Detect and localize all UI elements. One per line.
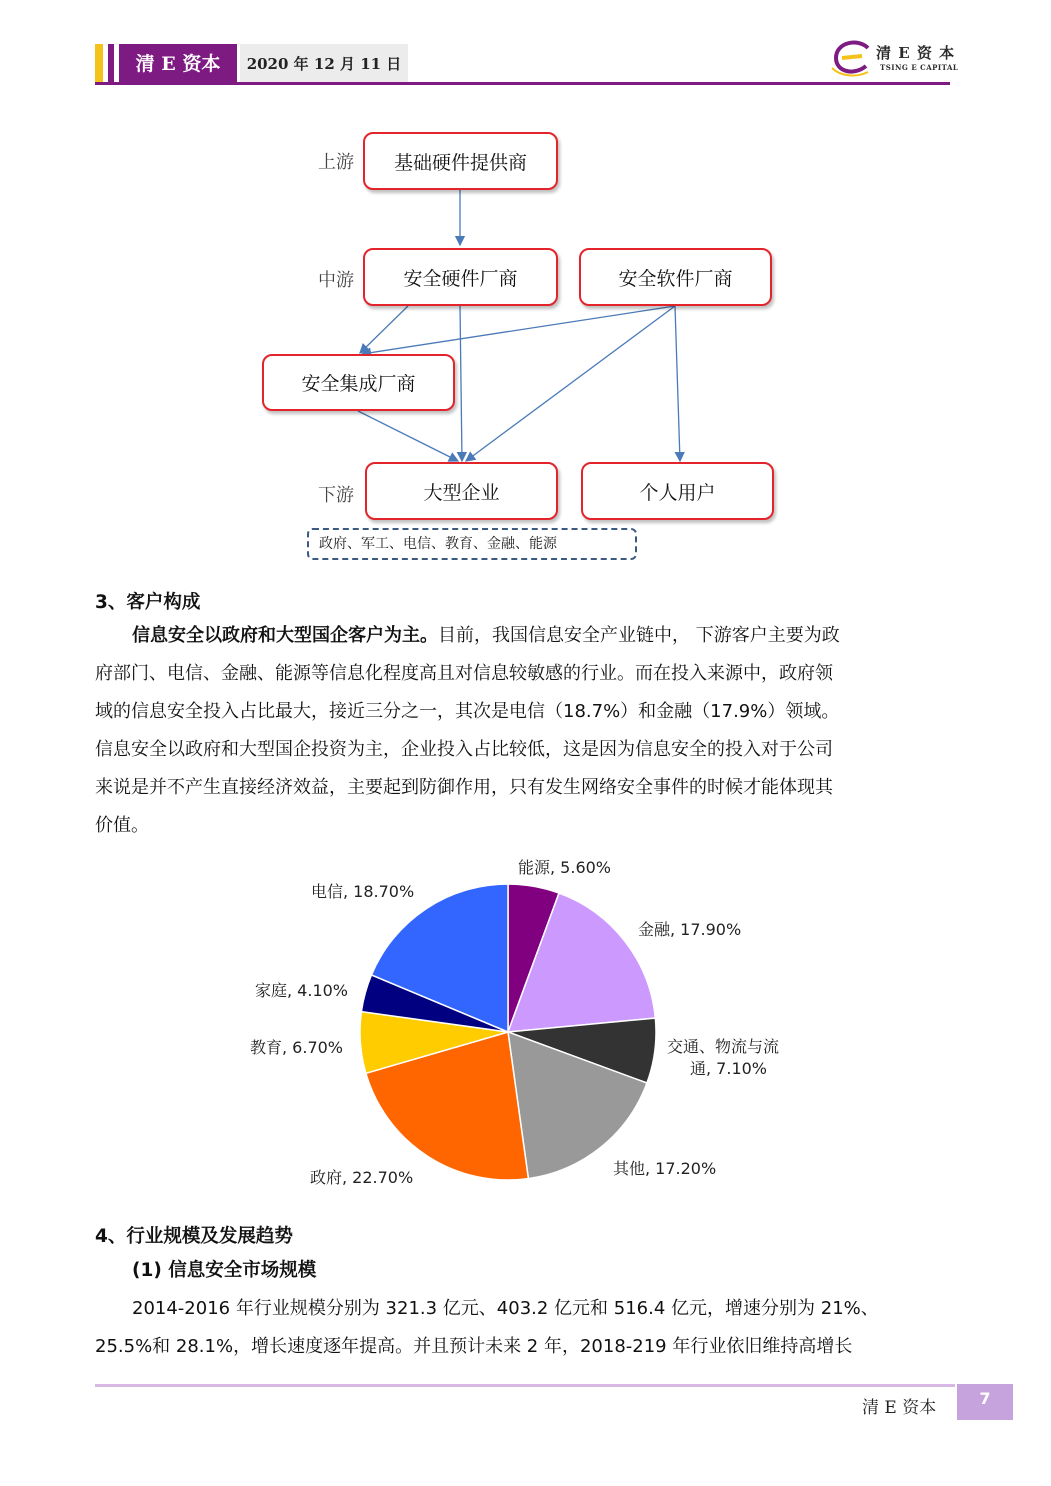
body-line: 25.5%和 28.1%，增长速度逐年提高。并且预计未来 2 年，2018-219 年行业依旧维持高增长 [95, 1336, 853, 1357]
node-hardware-base: 基础硬件提供商 [363, 132, 558, 190]
section-heading: 4、行业规模及发展趋势 [95, 1226, 293, 1247]
section-heading: 3、客户构成 [95, 592, 201, 613]
lead-sentence: 信息安全以政府和大型国企客户为主。 [132, 625, 438, 646]
node-individual-user: 个人用户 [581, 462, 774, 520]
pie-label: 能源, 5.60% [518, 858, 612, 877]
node-security-integration: 安全集成厂商 [262, 354, 455, 411]
logo-text-cn: 清 E 资 本 [876, 44, 956, 62]
pie-label: 家庭, 4.10% [255, 981, 349, 1000]
page-number: 7 [957, 1384, 1013, 1420]
body-line: 域的信息安全投入占比最大，接近三分之一，其次是电信（18.7%）和金融（17.9%）领域。 [95, 701, 840, 722]
body-line: 价值。 [95, 815, 149, 836]
tier-label-downstream: 下游 [318, 485, 354, 506]
pie-label: 通, 7.10% [690, 1059, 768, 1078]
body-line: 府部门、电信、金融、能源等信息化程度高且对信息较敏感的行业。而在投入来源中，政府领 [95, 663, 833, 684]
pie-label: 教育, 6.70% [250, 1038, 344, 1057]
tier-label-midstream: 中游 [318, 270, 354, 291]
footer-brand: 清 E 资本 [862, 1398, 937, 1418]
body-line: 来说是并不产生直接经济效益，主要起到防御作用，只有发生网络安全事件的时候才能体现其 [95, 777, 833, 798]
tier-label-upstream: 上游 [318, 152, 354, 173]
header-brand: 清 E 资本 [119, 44, 237, 84]
pie-label: 电信, 18.70% [311, 882, 415, 901]
body-line: 2014-2016 年行业规模分别为 321.3 亿元、403.2 亿元和 516.4 亿元，增速分别为 21%、 [132, 1298, 879, 1319]
pie-label: 其他, 17.20% [613, 1159, 717, 1178]
logo-text-en: TSING E CAPITAL [880, 63, 959, 72]
node-security-software: 安全软件厂商 [579, 248, 772, 306]
body-line: 目前，我国信息安全产业链中， 下游客户主要为政 [438, 625, 840, 646]
node-large-enterprise: 大型企业 [365, 462, 558, 520]
section4-body [95, 1290, 957, 1366]
header-date: 2020 年 12 月 11 日 [240, 44, 408, 84]
footer-divider [95, 1384, 955, 1387]
pie-label: 金融, 17.90% [638, 920, 742, 939]
sector-list-box: 政府、军工、电信、教育、金融、能源 [307, 528, 637, 560]
subsection-heading: (1) 信息安全市场规模 [132, 1260, 317, 1281]
body-line: 信息安全以政府和大型国企投资为主，企业投入占比较低，这是因为信息安全的投入对于公司 [95, 739, 833, 760]
pie-label: 交通、物流与流 [667, 1037, 780, 1056]
node-security-hardware: 安全硬件厂商 [363, 248, 558, 306]
pie-label: 政府, 22.70% [310, 1168, 414, 1187]
